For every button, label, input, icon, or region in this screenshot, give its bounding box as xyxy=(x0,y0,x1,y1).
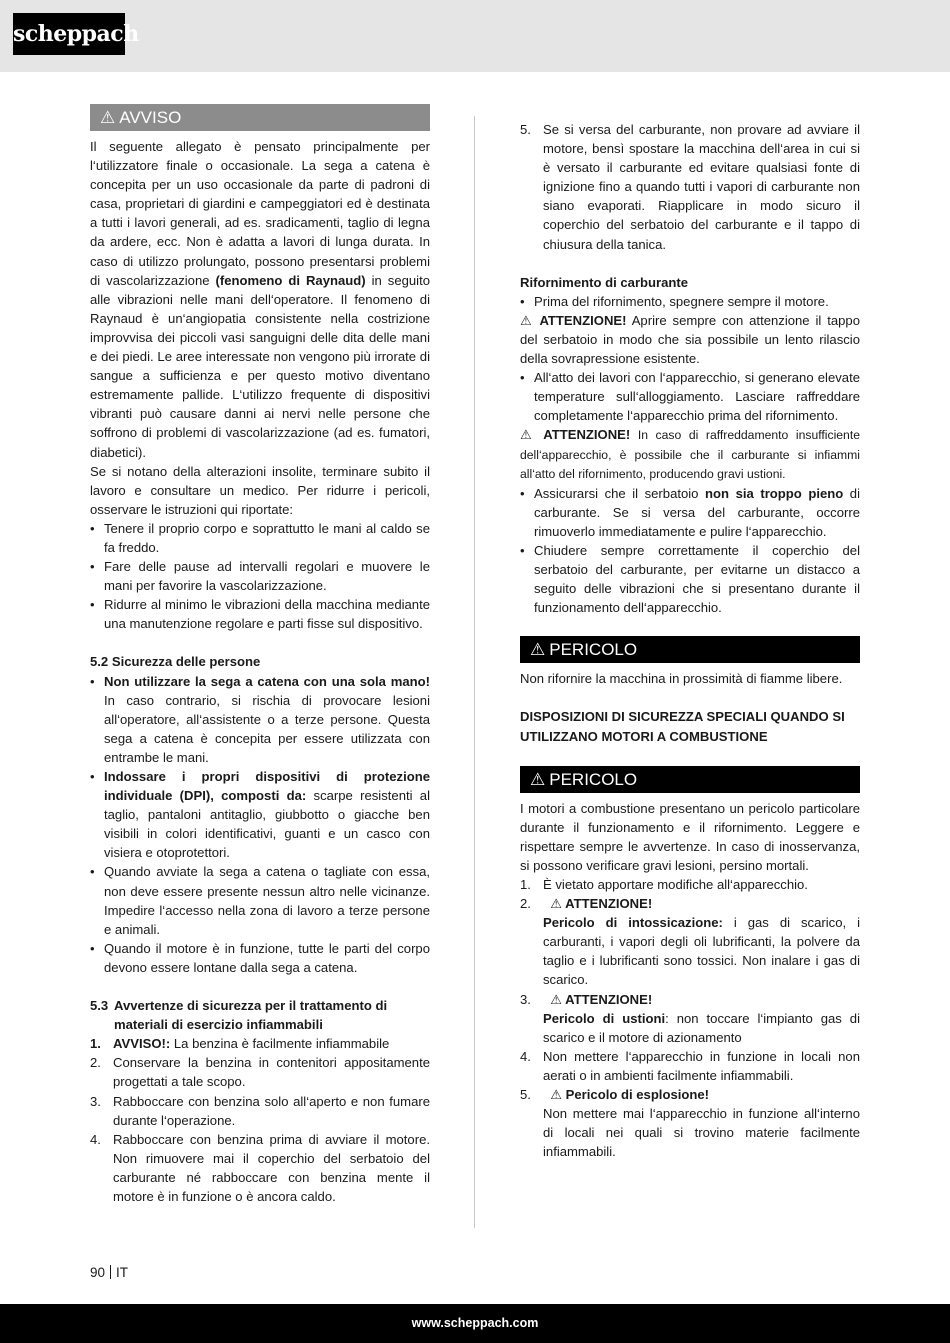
list-item: 5. Se si versa del carburante, non provare ad avviare il motore, bensì spostare la macchina dell‘area in cui si è versato il carburante ed evitare qualsiasi fonte di ignizione fino a quando tutti i vapori di carburante non siano evaporati. Riapplicare in modo sicuro il coperchio del serbatoio del carburante e il tappo di chiusura della tanica. xyxy=(520,122,860,252)
warning-icon: ⚠ xyxy=(550,1087,566,1103)
top-bar xyxy=(0,0,950,72)
list-item: • Ridurre al minimo le vibrazioni della macchina mediante una manutenzione regolare e parti fisse sul dispositivo. xyxy=(90,595,430,633)
alterations-paragraph: Se si notano della alterazioni insolite, terminare subito il lavoro e consultare un medico. Per ridurre i pericoli, osservare le istruzioni qui riportate: xyxy=(90,463,430,517)
list-item: 4. Non mettere l‘apparecchio in funzione in locali non aerati o in ambienti facilmente infiammabili. xyxy=(520,1048,860,1083)
list-item: 1. AVVISO!: La benzina è facilmente infiammabile xyxy=(90,1036,390,1052)
avviso-header xyxy=(90,104,430,131)
warning-icon: ⚠ xyxy=(530,769,546,789)
warning-icon: ⚠ xyxy=(550,991,566,1007)
persons-safety-list xyxy=(90,672,430,978)
website-link[interactable]: www.scheppach.com xyxy=(411,1316,539,1330)
refuelling-title: Rifornimento di carburante xyxy=(520,274,689,290)
list-item: 2. ⚠ ATTENZIONE! Pericolo di intossicazione: i gas di scarico, i carburanti, i vapori degli oli lubrificanti, la polvere da taglio e i lubrificanti sono tossici. Non inalare i gas di scarico. xyxy=(520,896,860,988)
list-item: • Assicurarsi che il serbatoio non sia troppo pieno di carburante. Se si versa del carburante, occorre rimuoverlo immediatamente e pulire l‘apparecchio. xyxy=(520,484,860,541)
prevention-list xyxy=(90,519,430,634)
list-item: • Prima del rifornimento, spegnere sempre il motore. xyxy=(520,292,860,311)
list-item: • All‘atto dei lavori con l‘apparecchio, si generano elevate temperature sull‘alloggiamento. Lasciare raffreddare completamente l‘apparecchio prima del rifornimento. xyxy=(520,368,860,425)
warning-icon: ⚠ xyxy=(100,108,116,127)
list-item: 4. Rabboccare con benzina prima di avviare il motore. Non rimuovere mai il coperchio del serbatoio del carburante né rabboccare con benzina mente il motore è in funzione o è ancora caldo. xyxy=(90,1131,430,1204)
list-item: 1. È vietato apportare modifiche all‘apparecchio. xyxy=(520,877,808,892)
attention-note-1: ⚠ ATTENZIONE! Aprire sempre con attenzione il tappo del serbatoio in modo che sia possibile un lento rilascio della sovrapressione esistente. xyxy=(520,312,860,367)
list-item: • Tenere il proprio corpo e soprattutto le mani al caldo se fa freddo. xyxy=(90,519,430,557)
list-item: • Quando avviate la sega a catena o tagliate con essa, non deve essere presente nessun altro nelle vicinanze. Impedire l‘accesso nella zona di lavoro a terze persone e animali. xyxy=(90,862,430,938)
avviso-title: AVVISO xyxy=(119,108,182,127)
fuel-spill-item xyxy=(520,120,860,254)
column-divider xyxy=(474,116,475,1228)
combustion-engine-list xyxy=(520,875,860,1161)
list-item: • Chiudere sempre correttamente il coperchio del serbatoio del carburante, per evitarne un distacco a seguito delle vibrazioni che si presentano durante il funzionamento dell‘apparecchio. xyxy=(520,541,860,617)
bottom-bar xyxy=(0,1304,950,1343)
list-item: 3. Rabboccare con benzina solo all‘aperto e non fumare durante l‘operazione. xyxy=(90,1093,430,1128)
list-item: • Fare delle pause ad intervalli regolari e muovere le mani per favorire la vascolarizzazione. xyxy=(90,557,430,595)
list-item: 5. ⚠ Pericolo di esplosione! Non mettere mai l‘apparecchio in funzione all‘interno di locali nei quali si trovino materie facilmente infiammabili. xyxy=(520,1087,860,1160)
pericolo-2-text: I motori a combustione presentano un pericolo particolare durante il funzionamento e il rifornimento. Leggere e rispettare sempre le avvertenze. In caso di inosservanza, si possono verificare gravi lesioni, persino mortali. xyxy=(520,800,860,873)
scheppach-logo: scheppach xyxy=(13,13,125,55)
refuelling-list-a xyxy=(520,292,860,311)
page-number: 90 IT xyxy=(90,1265,129,1280)
section-5-3-title: 5.3 Avvertenze di sicurezza per il trattamento di materiali di esercizio infiammabili xyxy=(90,998,388,1033)
list-item: • Indossare i propri dispositivi di protezione individuale (DPI), composti da: scarpe resistenti al taglio, pantaloni antitaglio, giubbotto o giacche ben visibili in colori identificativi, guanti e un casco con visiera e otoprotettori. xyxy=(90,767,430,862)
flammable-materials-list xyxy=(90,1034,430,1206)
pericolo-header-1: ⚠ PERICOLO xyxy=(520,636,860,663)
warning-icon: ⚠ xyxy=(550,896,566,912)
attention-note-2: ⚠ ATTENZIONE! In caso di raffreddamento insufficiente dell‘apparecchio, è possibile che il carburante si infiammi all‘atto del rifornimento, producendo gravi ustioni. xyxy=(520,427,861,481)
warning-icon: ⚠ xyxy=(520,427,544,443)
raynaud-paragraph: Il seguente allegato è pensato principalmente per l‘utilizzatore finale o occasionale. La sega a catena è concepita per un uso occasionale da parte di padroni di casa, proprietari di giardini e campeggiatori ed è destinata a tutti i lavori generali, ad es. sradicamenti, taglio di legna da ardere, ecc. Non è adatta a lavori di lunga durata. In caso di utilizzo prolungato, possono presentarsi problemi di vascolarizzazione (fenomeno di Raynaud) in seguito alle vibrazioni nelle mani dell‘operatore. Il fenomeno di Raynaud è un‘angiopatia consistente nella costrizione improvvisa dei piccoli vasi sanguigni delle dita delle mani e dei piedi. Le aree interessate non vengono più irrorate di sangue a sufficienza e per questo motivo diventano estremamente pallide. L‘utilizzo frequente di dispositivi vibranti può causare danni ai nervi nelle persone che soffrono di problemi di vascolarizzazione (ad es. fumatori, diabetici). xyxy=(90,139,430,460)
special-safety-title: DISPOSIZIONI DI SICUREZZA SPECIALI QUANDO SI UTILIZZANO MOTORI A COMBUSTIONE xyxy=(520,709,845,744)
section-5-2-title: 5.2 Sicurezza delle persone xyxy=(90,654,261,670)
left-column xyxy=(90,104,430,1206)
warning-icon: ⚠ xyxy=(520,312,540,328)
refuelling-list-c xyxy=(520,484,860,618)
list-item: 2. Conservare la benzina in contenitori appositamente progettati a tale scopo. xyxy=(90,1055,430,1090)
list-item: • Non utilizzare la sega a catena con una sola mano! In caso contrario, si rischia di provocare lesioni all‘operatore, all‘assistente o a terze persone. Questa sega a catena è concepita per essere utilizzata con entrambe le mani. xyxy=(90,672,430,767)
list-item: • Quando il motore è in funzione, tutte le parti del corpo devono essere lontane dalla sega a catena. xyxy=(90,939,430,977)
pericolo-header-2: ⚠ PERICOLO xyxy=(520,766,860,793)
list-item: 3. ⚠ ATTENZIONE! Pericolo di ustioni: non toccare l‘impianto gas di scarico e il motore di azionamento xyxy=(520,991,860,1045)
right-column xyxy=(520,120,860,1161)
refuelling-list-b xyxy=(520,368,860,425)
pericolo-1-text: Non rifornire la macchina in prossimità di fiamme libere. xyxy=(520,671,843,687)
warning-icon: ⚠ xyxy=(530,640,546,660)
